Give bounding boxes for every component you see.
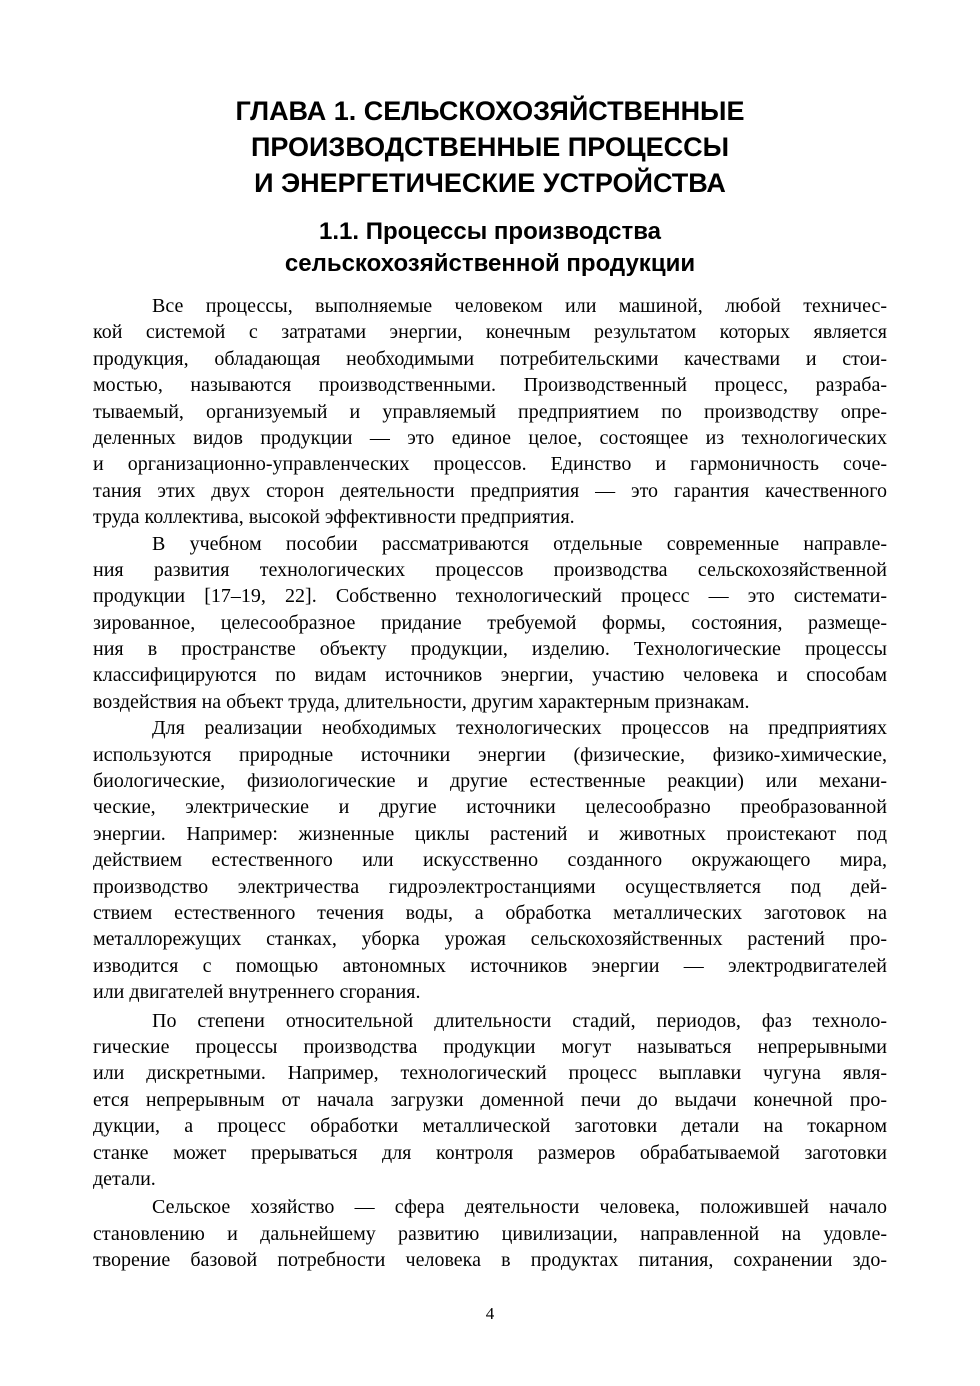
text-line: зированное, целесообразное придание требуемой формы, состояния, размеще-: [93, 611, 887, 634]
text-line: По степени относительной длительности стадий, периодов, фаз техноло-: [152, 1009, 887, 1032]
text-line: используются природные источники энергии (физические, физико-химические,: [93, 743, 887, 766]
section-title-line: сельскохозяйственной продукции: [284, 250, 696, 277]
text-line: классифицируются по видам источников энергии, участию человека и способам: [93, 664, 887, 687]
text-line: творение базовой потребности человека в продуктах питания, сохранении здо-: [93, 1249, 887, 1272]
text-line: Все процессы, выполняемые человеком или машиной, любой техничес-: [152, 295, 887, 317]
text-line: тания этих двух сторон деятельности предприятия — это гарантия качественного: [93, 479, 887, 502]
text-line: или двигателей внутреннего сгорания.: [93, 981, 421, 1004]
page-number: 4: [485, 1304, 495, 1323]
paragraph: [93, 1008, 887, 1193]
text-line: труда коллектива, высокой эффективности предприятия.: [93, 506, 575, 529]
text-line: или дискретными. Например, технологический процесс выплавки чугуна явля-: [93, 1062, 887, 1085]
text-line: биологические, физиологические и другие естественные реакции) или механи-: [93, 770, 887, 793]
text-line: ется непрерывным от начала загрузки доменной печи до выдачи конечной про-: [93, 1088, 887, 1111]
text-line: продукция, обладающая необходимыми потребительскими качествами и стои-: [93, 347, 887, 370]
text-line: энергии. Например: жизненные циклы растений и животных проистекают под: [93, 822, 887, 845]
text-line: дукции, а процесс обработки металлической заготовки детали на токарном: [93, 1115, 887, 1138]
text-line: ния развития технологических процессов производства сельскохозяйственной: [93, 558, 887, 581]
text-line: В учебном пособии рассматриваются отдельные современные направле-: [152, 532, 887, 555]
text-line: изводится с помощью автономных источников энергии — электродвигателей: [93, 954, 887, 977]
text-line: кой системой с затратами энергии, конечным результатом которых является: [93, 321, 887, 344]
text-line: действием естественного или искусственно созданного окружающего мира,: [93, 849, 887, 872]
paragraph: [93, 531, 887, 716]
paragraph: [93, 293, 887, 531]
text-line: мостью, называются производственными. Производственный процесс, разраба-: [93, 374, 887, 397]
text-line: продукции [17–19, 22]. Собственно технологический процесс — это системати-: [93, 585, 887, 608]
chapter-title-line: ПРОИЗВОДСТВЕННЫЕ ПРОЦЕССЫ: [250, 132, 730, 162]
text-line: Сельское хозяйство — сфера деятельности человека, положившей начало: [152, 1196, 887, 1219]
paragraph: [93, 715, 887, 1005]
chapter-title: [93, 93, 887, 201]
text-line: производство электричества гидроэлектростанциями осуществляется под дей-: [93, 875, 887, 898]
section-title-line: 1.1. Процессы производства: [319, 218, 661, 245]
text-line: ния в пространстве объекту продукции, изделию. Технологические процессы: [93, 638, 887, 661]
text-line: ческие, электрические и другие источники целесообразно преобразованной: [93, 796, 887, 819]
section-title: [93, 216, 887, 280]
chapter-title-line: ГЛАВА 1. СЕЛЬСКОХОЗЯЙСТВЕННЫЕ: [235, 96, 745, 126]
text-line: воздействия на объект труда, длительности, другим характерным признакам.: [93, 690, 750, 713]
text-line: деленных видов продукции — это единое целое, состоящее из технологических: [93, 426, 887, 449]
text-line: металлорежущих станках, уборка урожая сельскохозяйственных растений про-: [93, 928, 887, 951]
text-line: тываемый, организуемый и управляемый предприятием по производству опре-: [93, 400, 887, 423]
text-line: ствием естественного течения воды, а обработка металлических заготовок на: [93, 901, 887, 924]
body-text: [93, 293, 887, 1273]
chapter-title-line: И ЭНЕРГЕТИЧЕСКИЕ УСТРОЙСТВА: [254, 168, 726, 198]
text-line: детали.: [93, 1167, 156, 1190]
paragraph: [93, 1194, 887, 1273]
text-line: Для реализации необходимых технологических процессов на предприятиях: [152, 717, 887, 740]
text-line: и организационно-управленческих процессов. Единство и гармоничность соче-: [93, 453, 887, 476]
text-line: становлению и дальнейшему развитию цивилизации, направленной на удовле-: [93, 1222, 887, 1245]
text-line: станке может прерываться для контроля размеров обрабатываемой заготовки: [93, 1141, 887, 1164]
text-line: гические процессы производства продукции могут называться непрерывными: [93, 1035, 887, 1058]
